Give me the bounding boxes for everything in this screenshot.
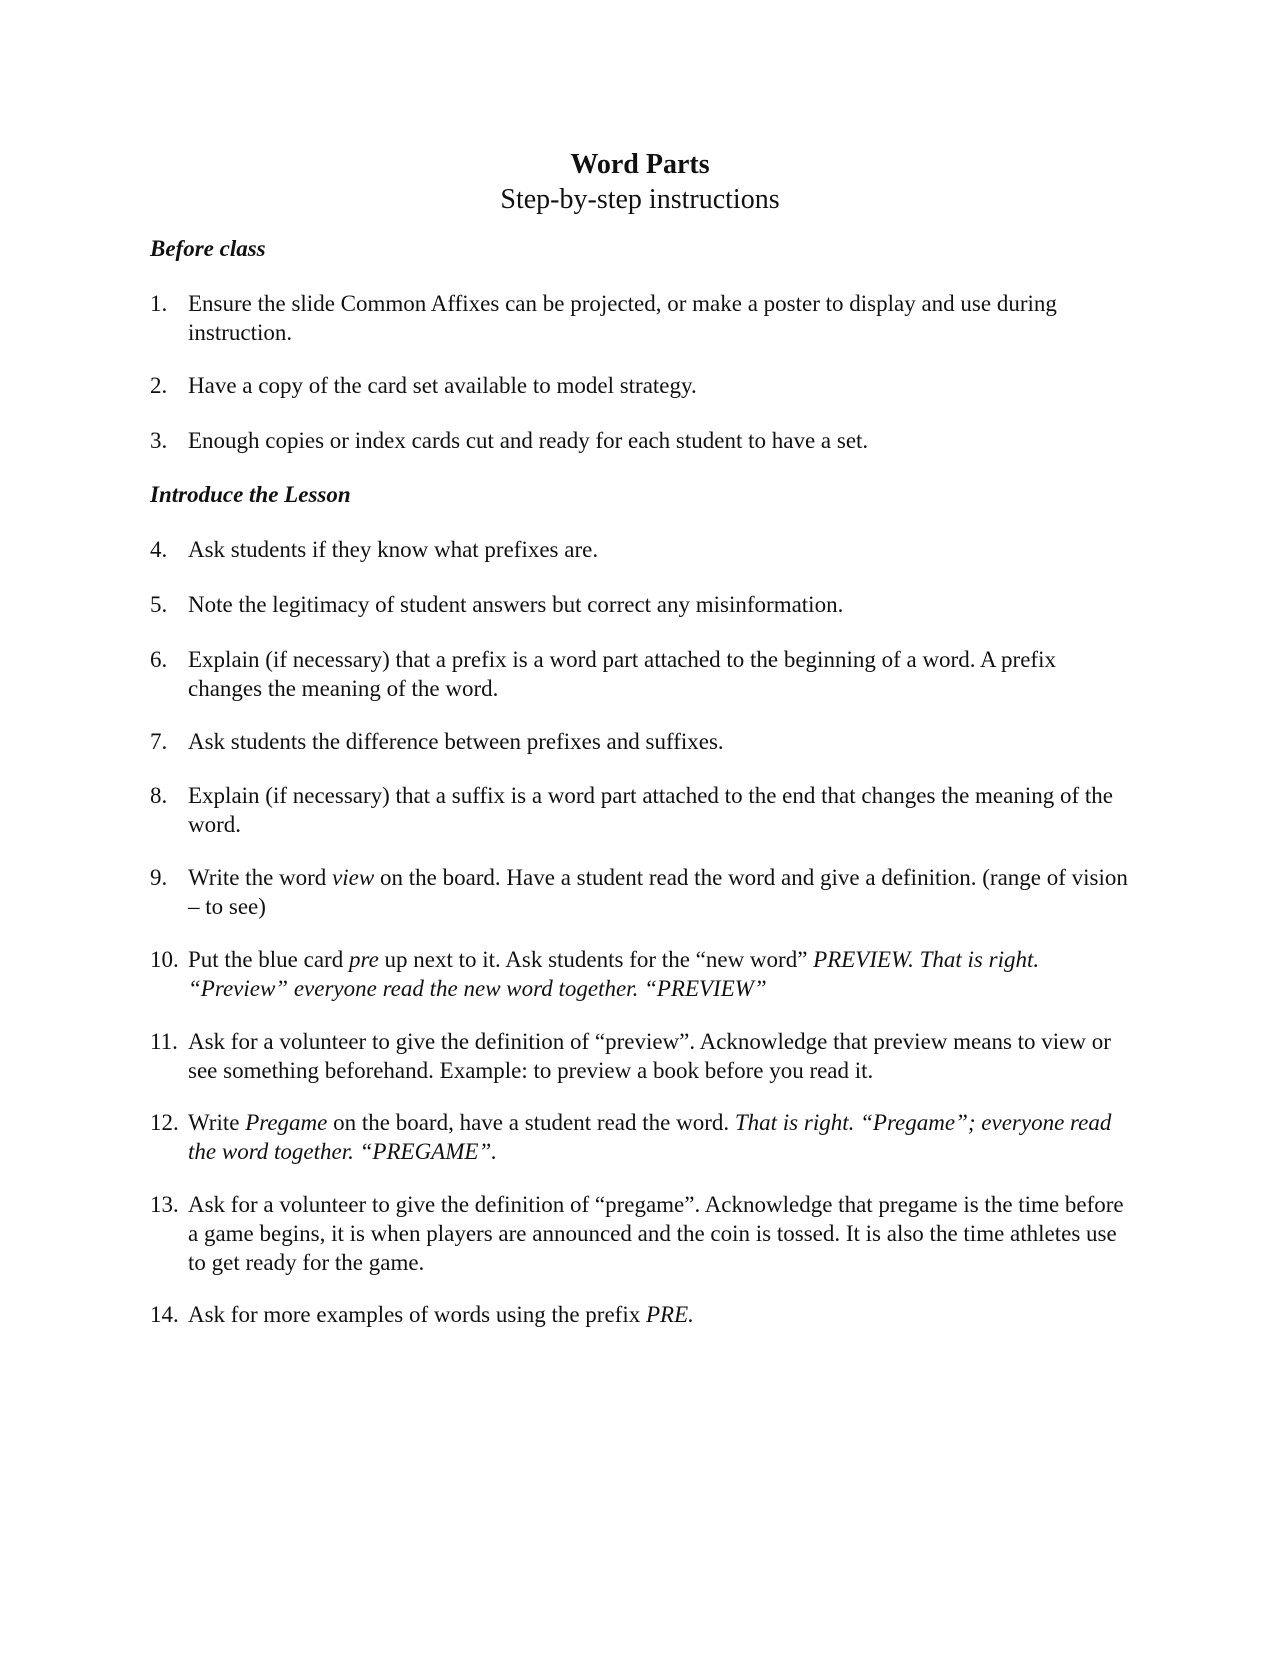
list-item <box>150 645 1130 703</box>
item-number: 7. <box>150 729 168 754</box>
item-number: 5. <box>150 592 168 617</box>
item-number: 3. <box>150 428 168 453</box>
list-item <box>150 1190 1130 1277</box>
list-item <box>150 1300 1130 1329</box>
item-number: 2. <box>150 373 168 398</box>
item-text: Ask students if they know what prefixes are. <box>188 537 599 562</box>
list-item <box>150 781 1130 839</box>
list-item <box>150 1027 1130 1085</box>
item-text: Ask for more examples of words using the prefix PRE. <box>188 1302 694 1327</box>
list-item <box>150 863 1130 921</box>
item-number: 12. <box>150 1110 179 1135</box>
item-number: 6. <box>150 647 168 672</box>
section-heading-introduce-lesson: Introduce the Lesson <box>150 482 351 507</box>
item-text: Ask students the difference between prefixes and suffixes. <box>188 729 724 754</box>
list-item <box>150 1108 1130 1166</box>
list-item <box>150 945 1130 1003</box>
document-subtitle: Step-by-step instructions <box>500 184 780 215</box>
item-text: Ask for a volunteer to give the definition of “preview”. Acknowledge that preview means to view or see something beforehand. Example: to preview a book before you read it. <box>188 1029 1111 1083</box>
item-number: 10. <box>150 947 179 972</box>
item-text: Have a copy of the card set available to model strategy. <box>188 373 697 398</box>
item-number: 14. <box>150 1302 179 1327</box>
item-text: Put the blue card pre up next to it. Ask students for the “new word” PREVIEW. That is right. “Preview” everyone read the new word together. “PREVIEW” <box>188 947 1040 1001</box>
list-item <box>150 289 1130 347</box>
item-number: 9. <box>150 865 168 890</box>
item-text: Explain (if necessary) that a suffix is a word part attached to the end that changes the meaning of the word. <box>188 783 1113 837</box>
item-number: 11. <box>150 1029 178 1054</box>
item-text: Explain (if necessary) that a prefix is a word part attached to the beginning of a word. A prefix changes the meaning of the word. <box>188 647 1056 701</box>
item-number: 13. <box>150 1192 179 1217</box>
item-text: Write the word view on the board. Have a student read the word and give a definition. (range of vision – to see) <box>188 865 1128 919</box>
item-text: Ask for a volunteer to give the definition of “pregame”. Acknowledge that pregame is the time before a game begins, it is when players are announced and the coin is tossed. It is also the time athletes use to get ready for the game. <box>188 1192 1124 1275</box>
item-number: 4. <box>150 537 168 562</box>
list-item <box>150 590 1130 619</box>
item-text: Write Pregame on the board, have a student read the word. That is right. “Pregame”; everyone read the word together. “PREGAME”. <box>188 1110 1112 1164</box>
list-item <box>150 727 1130 756</box>
item-text: Enough copies or index cards cut and ready for each student to have a set. <box>188 428 869 453</box>
list-item <box>150 426 1130 455</box>
item-number: 1. <box>150 291 168 316</box>
item-text: Note the legitimacy of student answers but correct any misinformation. <box>188 592 844 617</box>
section-heading-before-class: Before class <box>150 236 266 261</box>
list-item <box>150 535 1130 564</box>
document-title: Word Parts <box>570 149 710 180</box>
item-text: Ensure the slide Common Affixes can be projected, or make a poster to display and use during instruction. <box>188 291 1057 345</box>
item-number: 8. <box>150 783 168 808</box>
list-item <box>150 371 1130 400</box>
